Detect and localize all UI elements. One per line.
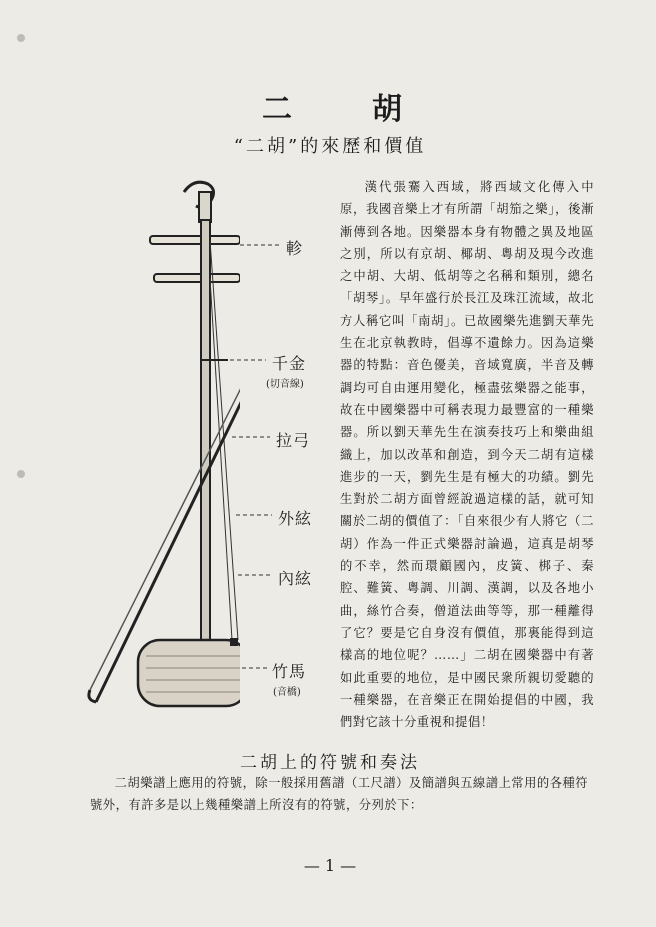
intro-text: [340, 176, 594, 733]
page-number: — 1 —: [303, 856, 357, 875]
label-bridge-note: (音橋): [273, 687, 301, 698]
label-bridge: 竹馬: [272, 662, 307, 681]
title-char: 胡: [372, 92, 402, 127]
label-inner-string: 內絃: [278, 569, 313, 588]
section-title: 二胡上的符號和奏法: [240, 753, 420, 773]
page-subtitle: “二胡”的來歷和價值: [233, 136, 427, 157]
title-char: 二: [262, 92, 292, 127]
label-qianjin-note: (切音線): [266, 379, 304, 390]
label-outer-string: 外絃: [278, 509, 313, 528]
intro-paragraph: 漢代張騫入西域，將西域文化傳入中原，我國音樂上才有所謂「胡笳之樂」，後漸漸傳到各地。因樂器本身有物體之異及地區之別，所以有京胡、椰胡、粵胡及現今改進之中胡、大胡、低胡等之名稱和類別，總名「胡琴」。早年盛行於長江及珠江流域，故北方人稱它叫「南胡」。已故國樂先進劉天華先生在北京執教時，倡導不遺餘力。因為這樂器的特點：音色優美，音域寬廣，半音及轉調均可自由運用變化，極盡弦樂器之能事，故在中國樂器中可稱表現力最豐富的一種樂器。所以劉天華先生在演奏技巧上和樂曲組織上，加以改革和創造，到今天二胡有這樣進步的一天，劉先生是有極大的功績。劉先生對於二胡方面曾經說過這樣的話，就可知關於二胡的價值了：「自來很少有人將它（二胡）作為一件正式樂器討論過，這真是胡琴的不幸，然而環顧國內，皮簧、梆子、秦腔、難簧、粵調、川調、漢調，以及各地小曲，絲竹合奏，僧道法曲等等，那一種離得了它？要是它自身沒有價值，那裏能得到這樣高的地位呢？……」二胡在國樂器中有著如此重要的地位，是中國民衆所親切愛聽的一種樂器，在音樂正在開始提倡的中國，我們對它該十分重視和提倡！: [340, 180, 594, 730]
label-peg: 軫: [286, 239, 304, 258]
section-body: [90, 772, 590, 816]
label-bow: 拉弓: [276, 431, 311, 450]
label-qianjin: 千金: [272, 354, 307, 373]
section-paragraph: 二胡樂譜上應用的符號，除一般採用舊譜（工尺譜）及簡譜與五線譜上常用的各種符號外，有許多是以上幾種樂譜上所沒有的符號，分列於下：: [90, 776, 589, 812]
